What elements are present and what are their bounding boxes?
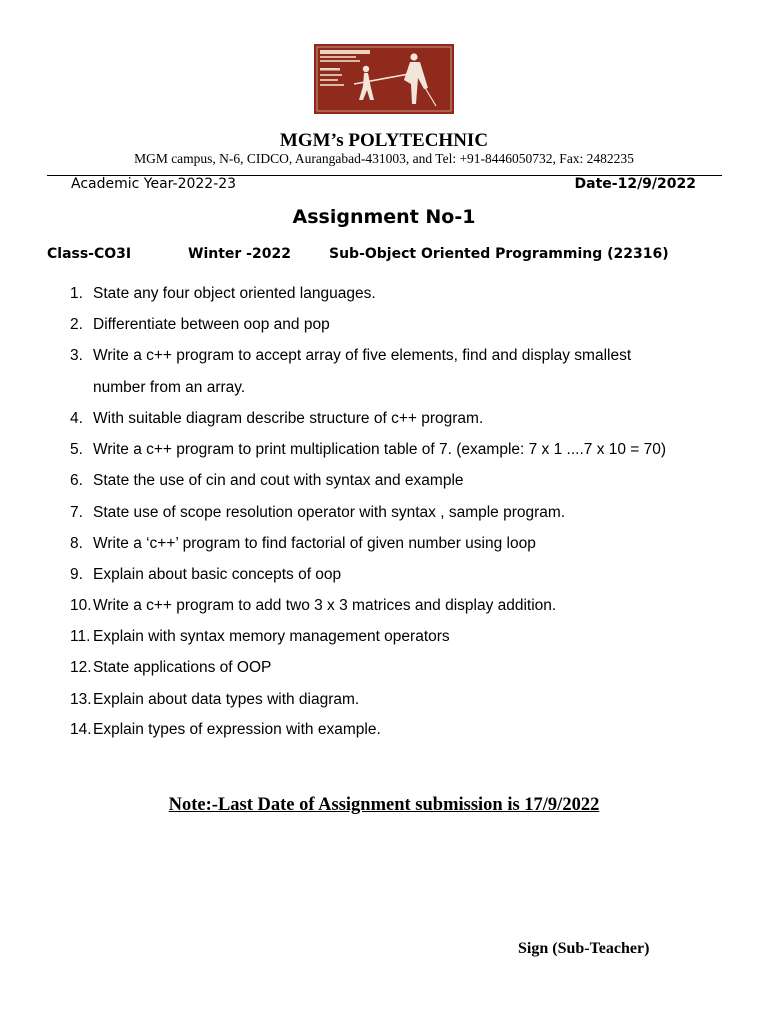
subject-label: Sub-Object Oriented Programming (22316) <box>329 246 669 262</box>
question-number: 5. <box>70 441 83 458</box>
question-text: State the use of cin and cout with syntax and example <box>93 472 464 489</box>
institution-logo <box>314 44 454 114</box>
question-number: 9. <box>70 566 83 583</box>
question-number: 10. <box>70 597 92 614</box>
question-text: State applications of OOP <box>93 659 272 676</box>
teacher-signature-label: Sign (Sub-Teacher) <box>518 940 650 957</box>
question-number: 4. <box>70 410 83 427</box>
question-number: 11. <box>70 628 91 645</box>
question-text: With suitable diagram describe structure of c++ program. <box>93 410 484 427</box>
college-name: MGM’s POLYTECHNIC <box>279 130 489 151</box>
assignment-title: Assignment No-1 <box>292 206 476 228</box>
term-label: Winter -2022 <box>188 246 291 262</box>
question-number: 7. <box>70 504 83 521</box>
question-number: 1. <box>70 285 83 302</box>
question-text: Write a ‘c++’ program to find factorial of given number using loop <box>93 535 536 552</box>
question-text: Write a c++ program to accept array of five elements, find and display smallest <box>93 347 632 364</box>
question-text: Explain about data types with diagram. <box>93 691 360 708</box>
college-address: MGM campus, N-6, CIDCO, Aurangabad-431003, and Tel: +91-8446050732, Fax: 2482235 <box>134 151 634 166</box>
question-text: Explain about basic concepts of oop <box>93 566 342 583</box>
question-text: Explain with syntax memory management operators <box>93 628 450 645</box>
assignment-date: Date-12/9/2022 <box>574 176 696 192</box>
question-text: Explain types of expression with example. <box>93 721 381 738</box>
question-text: Write a c++ program to add two 3 x 3 matrices and display addition. <box>93 597 557 614</box>
question-text: Differentiate between oop and pop <box>93 316 330 333</box>
question-number: 14. <box>70 721 92 738</box>
question-number: 2. <box>70 316 83 333</box>
question-number: 6. <box>70 472 83 489</box>
question-number: 13. <box>70 691 92 708</box>
submission-note: Note:-Last Date of Assignment submission is 17/9/2022 <box>168 795 600 815</box>
question-text: number from an array. <box>93 379 246 396</box>
question-number: 8. <box>70 535 83 552</box>
question-text: Write a c++ program to print multiplication table of 7. (example: 7 x 1 ....7 x 10 = 70) <box>93 441 667 458</box>
question-text: State use of scope resolution operator with syntax , sample program. <box>93 504 566 521</box>
question-number: 12. <box>70 659 92 676</box>
question-number: 3. <box>70 347 83 364</box>
question-text: State any four object oriented languages. <box>93 285 376 302</box>
class-label: Class-CO3I <box>47 246 132 262</box>
academic-year: Academic Year-2022-23 <box>71 176 237 192</box>
